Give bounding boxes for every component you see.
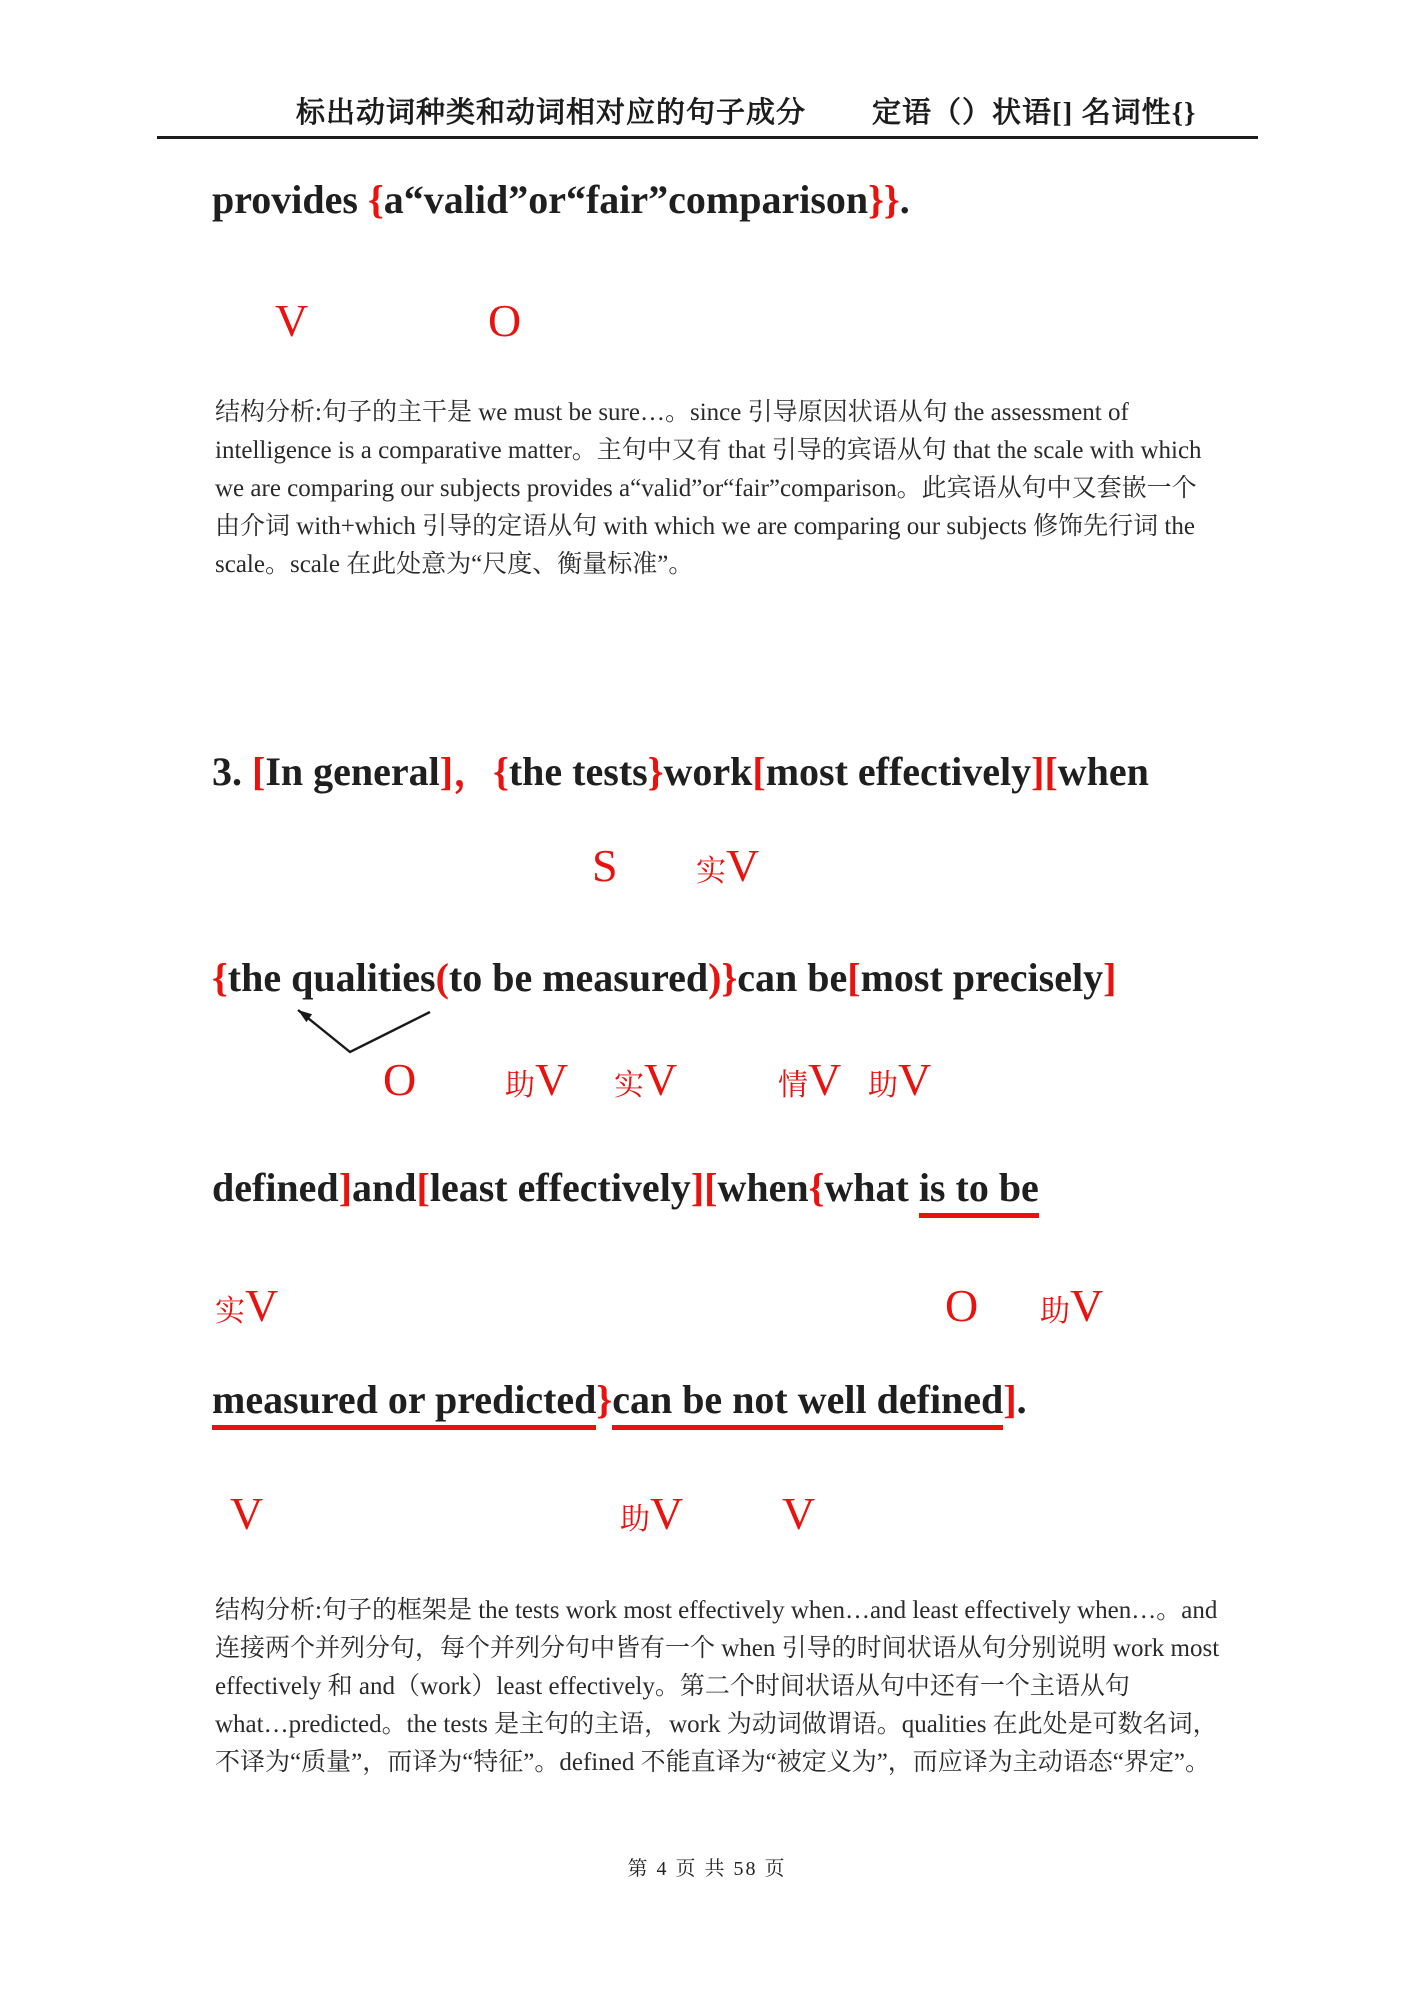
sentence-segment: ] xyxy=(338,1165,353,1210)
sentence-segment: ] xyxy=(439,749,454,794)
sentence-segment: . xyxy=(1016,1377,1027,1422)
sentence-segment: defined xyxy=(212,1165,339,1210)
sentence-segment: to be measured xyxy=(448,955,709,1000)
grammar-label xyxy=(488,296,521,347)
labels-row-s3-line-4 xyxy=(0,1489,1414,1549)
grammar-label-prefix: 实 xyxy=(215,1295,245,1328)
paragraph-line: 由介词 with+which 引导的定语从句 with which we are comparing our subjects 修饰先行词 the xyxy=(215,513,1195,540)
page-number: 第 4 页 共 58 页 xyxy=(627,1858,787,1880)
grammar-label-letter: V xyxy=(726,840,760,891)
sentence-segment: [ xyxy=(847,955,861,1000)
grammar-label xyxy=(782,1489,815,1540)
sentence-segment: when xyxy=(717,1165,809,1210)
analysis-paragraph-2 xyxy=(215,1592,1277,1782)
labels-row-sentence-1 xyxy=(0,296,1414,356)
paragraph-line: effectively 和 and（work）least effectively。第二个时间状语从句中还有一个主语从句 xyxy=(215,1673,1130,1700)
grammar-label xyxy=(592,841,618,892)
sentence-segment: { xyxy=(367,177,384,222)
paragraph-line: 不译为“质量”，而译为“特征”。defined 不能直译为“被定义为”，而应译为主动语态“界定”。 xyxy=(215,1749,1210,1776)
labels-row-s3-line-3 xyxy=(0,1281,1414,1341)
sentence-1 xyxy=(212,176,910,224)
sentence-segment: } xyxy=(647,749,664,794)
sentence-segment: ( xyxy=(435,955,449,1000)
grammar-label-letter: O xyxy=(488,295,522,346)
sentence-3-line-3 xyxy=(212,1164,1039,1212)
labels-row-s3-line-2 xyxy=(0,1055,1414,1115)
sentence-segment: most effectively xyxy=(765,749,1032,794)
sentence-segment: what xyxy=(824,1165,919,1210)
analysis-paragraph-1 xyxy=(215,394,1277,584)
paragraph-line: intelligence is a comparative matter。主句中又有 that 引导的宾语从句 that the scale with which xyxy=(215,437,1202,464)
sentence-segment: the qualities xyxy=(227,955,436,1000)
sentence-segment: a“valid”or“fair”comparison xyxy=(383,177,869,222)
sentence-segment: and xyxy=(352,1165,417,1210)
grammar-label-letter: V xyxy=(650,1488,684,1539)
sentence-segment: . xyxy=(899,177,910,222)
grammar-label-prefix: 实 xyxy=(614,1069,644,1102)
sentence-segment: { xyxy=(212,955,228,1000)
grammar-label-prefix: 助 xyxy=(620,1503,650,1536)
grammar-label-letter: O xyxy=(945,1280,979,1331)
paragraph-line: 连接两个并列分句，每个并列分句中皆有一个 when 引导的时间状语从句分别说明 work most xyxy=(215,1635,1220,1662)
grammar-label-letter: V xyxy=(245,1280,279,1331)
paragraph-line: we are comparing our subjects provides a“valid”or“fair”comparison。此宾语从句中又套嵌一个 xyxy=(215,475,1197,502)
grammar-label-letter: V xyxy=(535,1054,569,1105)
sentence-segment: when xyxy=(1057,749,1149,794)
grammar-label-letter: V xyxy=(1070,1280,1104,1331)
grammar-label-prefix: 助 xyxy=(505,1069,535,1102)
grammar-label xyxy=(868,1055,931,1106)
sentence-segment: [ xyxy=(252,749,266,794)
grammar-label-prefix: 情 xyxy=(778,1069,808,1102)
header-rule xyxy=(157,136,1258,139)
sentence-segment: least effectively xyxy=(429,1165,691,1210)
sentence-segment: is to be xyxy=(919,1165,1039,1218)
header-legend: 定语（）状语[] 名词性{} xyxy=(872,97,1197,129)
grammar-label-letter: V xyxy=(275,295,309,346)
sentence-segment: }} xyxy=(868,177,900,222)
sentence-segment: work xyxy=(663,749,753,794)
sentence-3-line-2 xyxy=(212,954,1116,1002)
sentence-segment: } xyxy=(721,955,738,1000)
sentence-segment: In general xyxy=(265,749,440,794)
grammar-label xyxy=(945,1281,978,1332)
grammar-label xyxy=(275,296,308,347)
grammar-label xyxy=(383,1055,416,1106)
sentence-3-line-1 xyxy=(212,748,1149,796)
sentence-segment: { xyxy=(808,1165,825,1210)
grammar-label-letter: V xyxy=(644,1054,678,1105)
labels-row-s3-line-1 xyxy=(0,841,1414,901)
grammar-label xyxy=(620,1489,683,1540)
grammar-label-prefix: 助 xyxy=(868,1069,898,1102)
sentence-segment: [ xyxy=(416,1165,430,1210)
sentence-segment: ] xyxy=(1003,1377,1017,1422)
sentence-segment: measured or predicted xyxy=(212,1377,596,1430)
grammar-label xyxy=(505,1055,568,1106)
grammar-label-letter: S xyxy=(592,840,618,891)
sentence-segment: [ xyxy=(752,749,766,794)
grammar-label-letter: O xyxy=(383,1054,417,1105)
grammar-label xyxy=(1040,1281,1103,1332)
paragraph-line: 结构分析:句子的主干是 we must be sure…。since 引导原因状语从句 the assessment of xyxy=(215,399,1129,426)
paragraph-line: 结构分析:句子的框架是 the tests work most effectively when…and least effectively when…。and xyxy=(215,1597,1218,1624)
sentence-segment: can be not well defined xyxy=(612,1377,1003,1430)
sentence-segment: ][ xyxy=(1031,749,1058,794)
sentence-segment: 3. xyxy=(212,749,252,794)
grammar-label xyxy=(778,1055,841,1106)
sentence-segment: } xyxy=(596,1377,613,1422)
paragraph-line: what…predicted。the tests 是主句的主语，work 为动词做谓语。qualities 在此处是可数名词， xyxy=(215,1711,1218,1738)
sentence-segment: ) xyxy=(708,955,722,1000)
sentence-segment: { xyxy=(493,749,509,794)
sentence-segment: ] xyxy=(1103,955,1117,1000)
sentence-segment: ][ xyxy=(690,1165,718,1210)
grammar-label xyxy=(614,1055,677,1106)
grammar-label xyxy=(215,1281,278,1332)
paragraph-line: scale。scale 在此处意为“尺度、衡量标准”。 xyxy=(215,551,694,578)
sentence-segment: the tests xyxy=(508,749,648,794)
grammar-label-prefix: 助 xyxy=(1040,1295,1070,1328)
grammar-label-prefix: 实 xyxy=(696,855,726,888)
grammar-label-letter: V xyxy=(230,1488,264,1539)
grammar-label xyxy=(696,841,759,892)
grammar-label xyxy=(230,1489,263,1540)
sentence-segment: provides xyxy=(212,177,368,222)
sentence-segment: ， xyxy=(453,749,494,794)
header-left-title: 标出动词种类和动词相对应的句子成分 xyxy=(296,97,807,129)
grammar-label-letter: V xyxy=(808,1054,842,1105)
sentence-segment: most precisely xyxy=(860,955,1104,1000)
sentence-3-line-4 xyxy=(212,1376,1027,1424)
sentence-segment: can be xyxy=(737,955,848,1000)
grammar-label-letter: V xyxy=(782,1488,816,1539)
grammar-label-letter: V xyxy=(898,1054,932,1105)
